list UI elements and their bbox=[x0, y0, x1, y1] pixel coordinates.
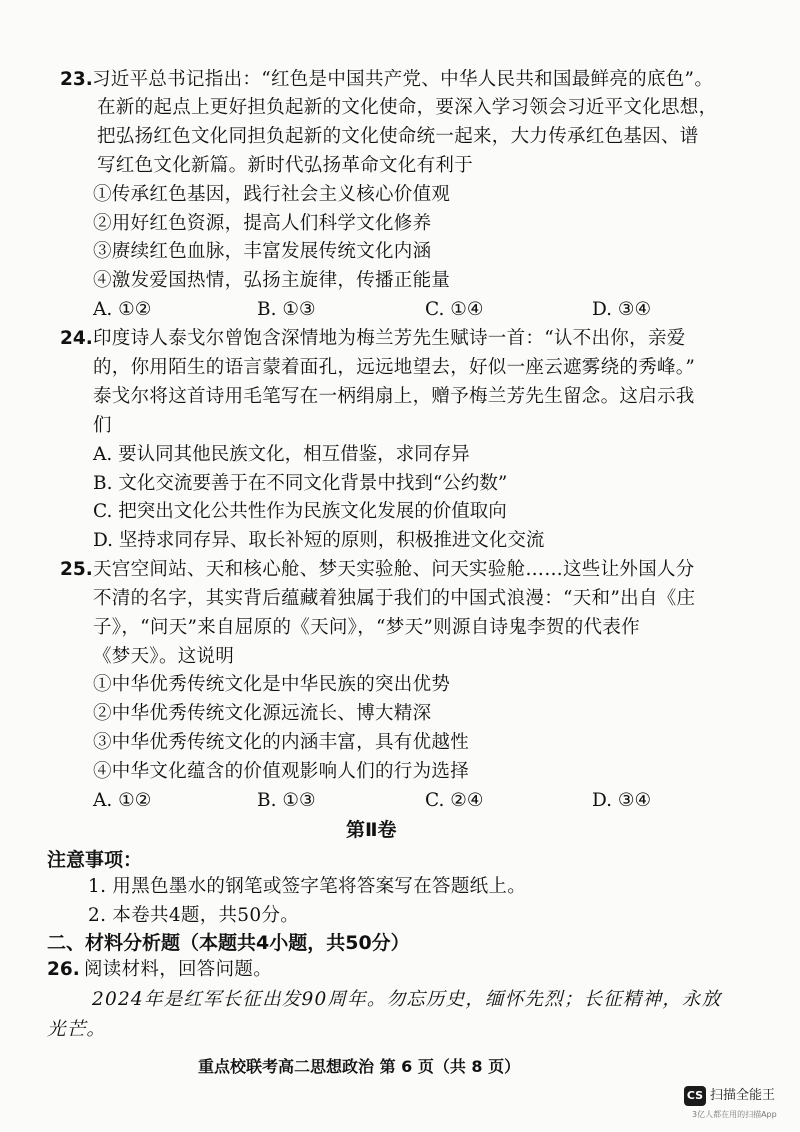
question-24-stem-line: 的，你用陌生的语言蒙着面孔，远远地望去，好似一座云遮雾绕的秀峰。” bbox=[93, 357, 696, 378]
question-26-prompt: 阅读材料，回答问题。 bbox=[84, 959, 273, 980]
question-25-choice-a: A. ①② bbox=[93, 790, 152, 811]
section-heading: 二、材料分析题（本题共4小题，共50分） bbox=[47, 932, 410, 954]
question-23-item: ③赓续红色血脉，丰富发展传统文化内涵 bbox=[93, 241, 432, 262]
scanner-app-name: 扫描全能王 bbox=[710, 1088, 776, 1103]
question-23-choice-a: A. ①② bbox=[93, 299, 152, 320]
question-24-number: 24. bbox=[60, 328, 93, 349]
question-25-stem-line: 子》，“问天”来自屈原的《天问》，“梦天”则源自诗鬼李贺的代表作 bbox=[93, 617, 640, 638]
question-24-choice-a: A. 要认同其他民族文化，相互借鉴，求同存异 bbox=[93, 444, 470, 465]
part-title: 第Ⅱ卷 bbox=[346, 819, 397, 841]
question-23-item: ①传承红色基因，践行社会主义核心价值观 bbox=[93, 184, 451, 205]
question-24-stem-line: 们 bbox=[93, 415, 112, 436]
question-25-stem-line: 天宫空间站、天和核心舱、梦天实验舱、问天实验舱……这些让外国人分 bbox=[93, 559, 695, 580]
notice-title: 注意事项： bbox=[47, 849, 143, 871]
scanner-logo-icon: CS bbox=[684, 1086, 706, 1106]
question-25-item: ③中华优秀传统文化的内涵丰富，具有优越性 bbox=[93, 732, 470, 753]
question-25-stem-line: 不清的名字，其实背后蕴藏着独属于我们的中国式浪漫：“天和”出自《庄 bbox=[93, 588, 696, 609]
question-25-number: 25. bbox=[60, 559, 93, 580]
question-26-number: 26. bbox=[47, 959, 80, 980]
question-23-stem-line: 写红色文化新篇。新时代弘扬革命文化有利于 bbox=[97, 155, 474, 176]
question-26-material-line: 2024年是红军长征出发90周年。勿忘历史，缅怀先烈；长征精神，永放 bbox=[92, 989, 722, 1010]
question-23-choice-d: D. ③④ bbox=[592, 299, 652, 320]
question-26-material-line: 光芒。 bbox=[47, 1019, 107, 1040]
question-23-item: ④激发爱国热情，弘扬主旋律，传播正能量 bbox=[93, 270, 451, 291]
question-23-choice-b: B. ①③ bbox=[257, 299, 316, 320]
question-23-choice-c: C. ①④ bbox=[425, 299, 484, 320]
question-25-choice-d: D. ③④ bbox=[592, 790, 652, 811]
question-25-choice-c: C. ②④ bbox=[425, 790, 484, 811]
question-23-stem-line: 习近平总书记指出：“红色是中国共产党、中华人民共和国最鲜亮的底色”。 bbox=[92, 69, 714, 90]
notice-item: 1. 用黑色墨水的钢笔或签字笔将答案写在答题纸上。 bbox=[88, 876, 527, 897]
question-24-choice-d: D. 坚持求同存异、取长补短的原则，积极推进文化交流 bbox=[93, 530, 545, 551]
question-24-choice-b: B. 文化交流要善于在不同文化背景中找到“公约数” bbox=[93, 473, 508, 494]
question-25-item: ①中华优秀传统文化是中华民族的突出优势 bbox=[93, 674, 451, 695]
question-24-stem-line: 泰戈尔将这首诗用毛笔写在一柄绢扇上，赠予梅兰芳先生留念。这启示我 bbox=[93, 386, 695, 407]
question-25-item: ②中华优秀传统文化源远流长、博大精深 bbox=[93, 703, 432, 724]
question-25-item: ④中华文化蕴含的价值观影响人们的行为选择 bbox=[93, 761, 470, 782]
scanner-app-tagline: 3亿人都在用的扫描App bbox=[692, 1110, 777, 1119]
question-23-stem-line: 在新的起点上更好担负起新的文化使命，要深入学习领会习近平文化思想， bbox=[97, 97, 718, 118]
question-23-stem-line: 把弘扬红色文化同担负起新的文化使命统一起来，大力传承红色基因、谱 bbox=[97, 126, 699, 147]
page-footer: 重点校联考高二思想政治 第 6 页（共 8 页） bbox=[198, 1057, 521, 1076]
question-24-stem-line: 印度诗人泰戈尔曾饱含深情地为梅兰芳先生赋诗一首：“认不出你，亲爱 bbox=[93, 328, 686, 349]
notice-item: 2. 本卷共4题，共50分。 bbox=[88, 905, 300, 926]
question-25-choice-b: B. ①③ bbox=[257, 790, 316, 811]
question-23-number: 23. bbox=[60, 69, 93, 90]
question-25-stem-line: 《梦天》。这说明 bbox=[93, 646, 235, 667]
question-23-item: ②用好红色资源，提高人们科学文化修养 bbox=[93, 213, 432, 234]
question-24-choice-c: C. 把突出文化公共性作为民族文化发展的价值取向 bbox=[93, 501, 507, 522]
